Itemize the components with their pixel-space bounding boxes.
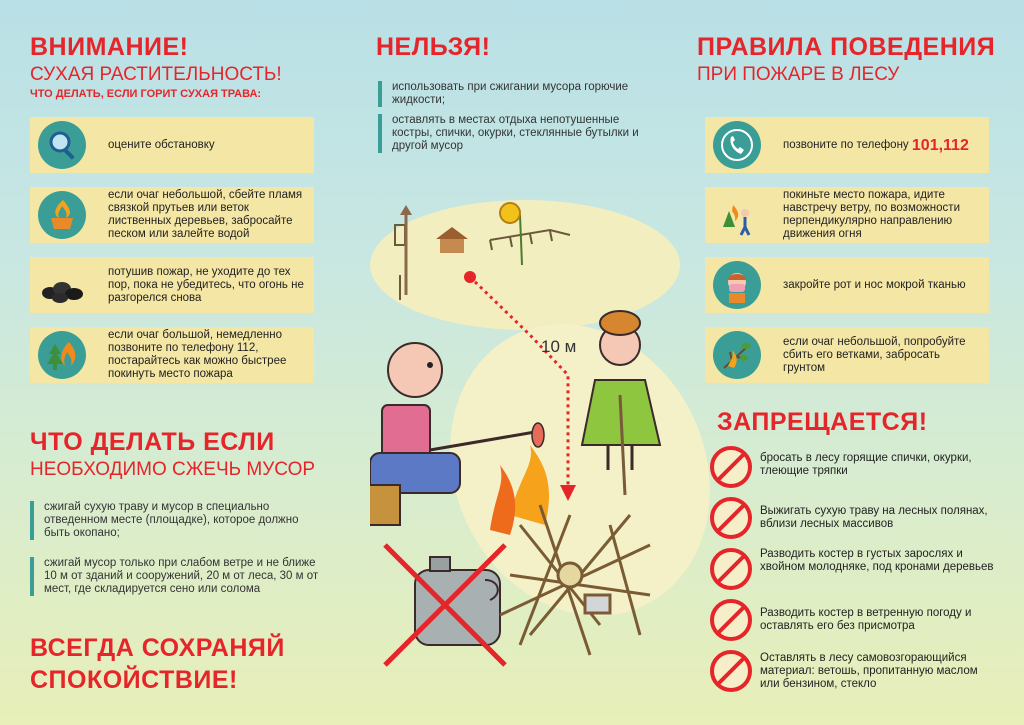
left-card-1 (30, 117, 314, 173)
no-grass-burning-icon (710, 497, 752, 539)
distance-line (470, 277, 568, 495)
no-flammable-materials-icon (710, 650, 752, 692)
right-subtitle: ПРИ ПОЖАРЕ В ЛЕСУ (697, 64, 900, 85)
right-card-3-text: если очаг небольшой, попробуйте сбить его ветками, забросать грунтом (783, 335, 966, 374)
canister-icon (415, 557, 500, 645)
forbidden-item-3: Разводить костер в густых зарослях и хвойном молодняке, под кронами деревьев (760, 548, 994, 573)
left-subtitle: СУХАЯ РАСТИТЕЛЬНОСТЬ! (30, 64, 282, 85)
covered-mouth-icon (713, 261, 761, 309)
trash-title: ЧТО ДЕЛАТЬ ЕСЛИ (30, 428, 275, 456)
trash-pile (500, 505, 650, 655)
no-fire-wind-icon (710, 599, 752, 641)
right-card-2 (705, 257, 989, 313)
trash-note-2: сжигай мусор только при слабом ветре и не ближе 10 м от зданий и сооружений, 20 м от леса, 30 м от мест, где складируется сено или солома (30, 557, 324, 596)
phone-icon (713, 121, 761, 169)
right-card-call (705, 117, 989, 173)
left-card-3-text: потушив пожар, не уходите до тех пор, пока не убедитесь, что огонь не разгорелся снова (108, 265, 304, 304)
forest-fire-icon (38, 331, 86, 379)
right-card-1-text: покиньте место пожара, идите навстречу ветру, по возможности перпендикулярно направлению движения огня (783, 189, 960, 240)
forbidden-item-2: Выжигать сухую траву на лесных полянах, вблизи лесных массивов (760, 505, 988, 530)
calm-line-1: ВСЕГДА СОХРАНЯЙ (30, 634, 285, 662)
left-card-1-text: оцените обстановку (108, 138, 215, 151)
no-campfire-trees-icon (710, 548, 752, 590)
bucket-fire-icon (38, 191, 86, 239)
left-title: ВНИМАНИЕ! (30, 33, 189, 61)
call-text: позвоните по телефону (783, 138, 909, 151)
trash-subtitle: НЕОБХОДИМО СЖЕЧЬ МУСОР (30, 459, 316, 480)
left-card-2-text: если очаг небольшой, сбейте пламя связкой прутьев или веток лиственных деревьев, забросайте песком или залейте водой (108, 189, 303, 240)
call-number: 101,112 (911, 136, 969, 154)
fire-icon (490, 445, 549, 535)
forbidden-item-1: бросать в лесу горящие спички, окурки, тлеющие тряпки (760, 452, 972, 477)
campfire-illustration (370, 195, 700, 695)
walking-away-icon (713, 191, 761, 239)
left-small-heading: ЧТО ДЕЛАТЬ, ЕСЛИ ГОРИТ СУХАЯ ТРАВА: (30, 88, 262, 100)
right-card-3 (705, 327, 989, 383)
sunflower-icon (500, 203, 520, 223)
no-matches-icon (710, 446, 752, 488)
forbidden-title: ЗАПРЕЩАЕТСЯ! (717, 408, 928, 436)
left-card-2 (30, 187, 314, 243)
middle-note-2: оставлять в местах отдыха непотушенные костры, спички, окурки, стеклянные бутылки и другой мусор (378, 114, 654, 153)
house-icon (440, 237, 464, 253)
branch-fire-icon (713, 331, 761, 379)
coals-icon (38, 261, 86, 309)
left-card-4 (30, 327, 314, 383)
distance-label: 10 м (541, 337, 577, 356)
right-card-1 (705, 187, 989, 243)
middle-title: НЕЛЬЗЯ! (376, 33, 491, 61)
middle-note-1: использовать при сжигании мусора горючие жидкости; (378, 81, 642, 107)
right-card-2-text: закройте рот и нос мокрой тканью (783, 278, 966, 291)
trash-note-1: сжигай сухую траву и мусор в специально отведенном месте (площадке), которое должно быть окопано; (30, 501, 314, 540)
left-card-3 (30, 257, 314, 313)
woman-illustration (582, 311, 660, 495)
right-title: ПРАВИЛА ПОВЕДЕНИЯ (697, 33, 996, 61)
calm-line-2: СПОКОЙСТВИЕ! (30, 666, 238, 694)
forbidden-item-5: Оставлять в лесу самовозгорающийся материал: ветошь, пропитанную маслом или бензином, стекло (760, 652, 978, 690)
forbidden-item-4: Разводить костер в ветренную погоду и оставлять его без присмотра (760, 607, 972, 632)
magnifier-icon (38, 121, 86, 169)
left-card-4-text: если очаг большой, немедленно позвоните по телефону 112, постарайтесь как можно быстрее покинуть место пожара (108, 329, 287, 380)
